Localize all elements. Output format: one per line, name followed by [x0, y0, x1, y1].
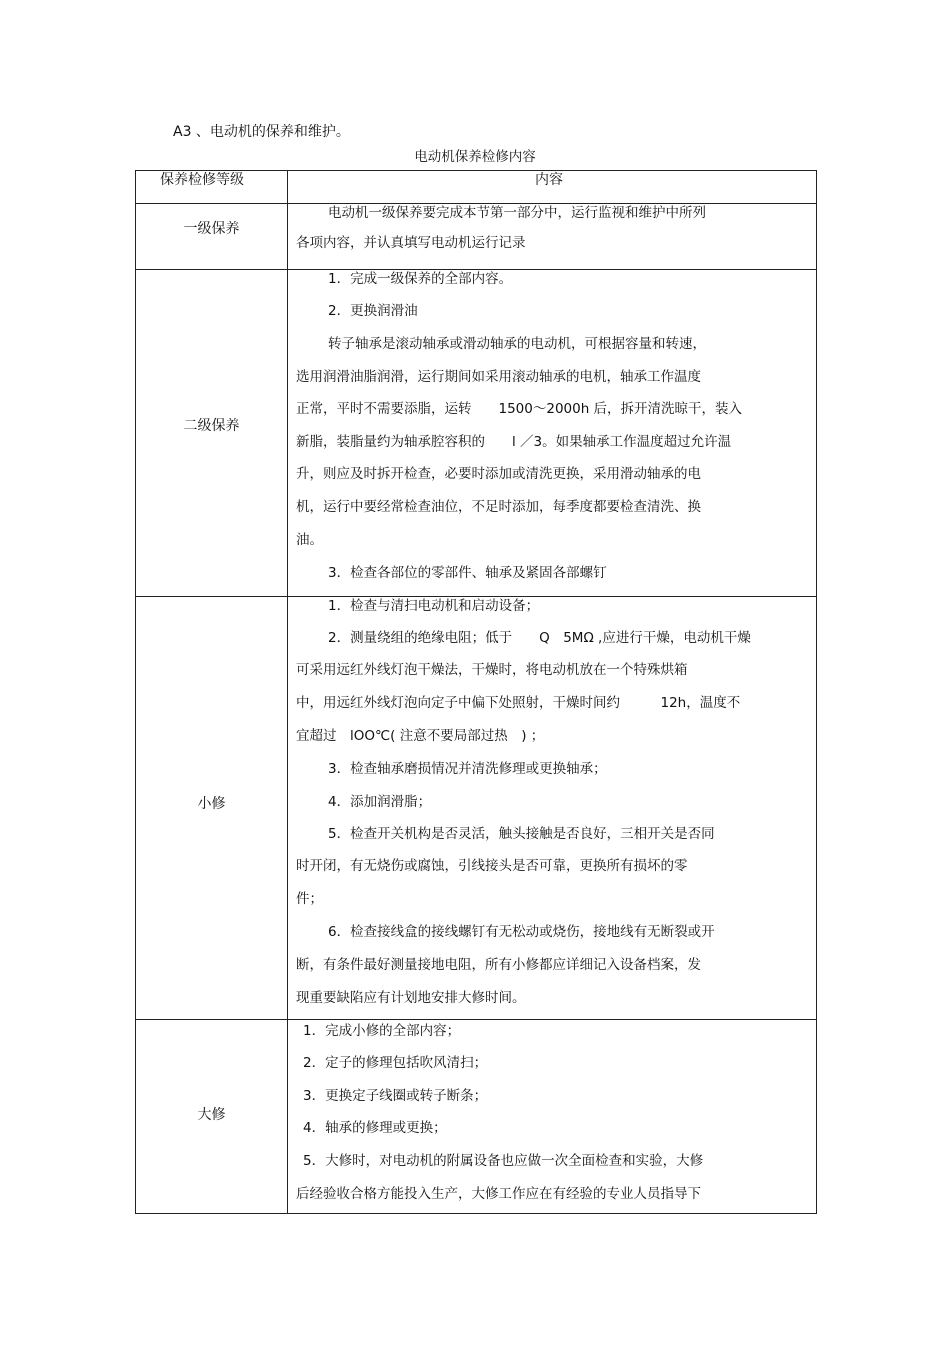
row-level-label: 小修 — [197, 796, 226, 812]
content-line: 后经验收合格方能投入生产，大修工作应在有经验的专业人员指导下 — [296, 1186, 701, 1202]
content-line: 宜超过 lOO℃( 注意不要局部过热 ) ； — [296, 728, 545, 744]
content-line: 3．检查各部位的零部件、轴承及紧固各部螺钉 — [328, 565, 607, 581]
content-line: 1．完成一级保养的全部内容。 — [328, 271, 513, 287]
maintenance-table — [135, 170, 817, 1214]
content-line: 时开闭，有无烧伤或腐蚀，引线接头是否可靠，更换所有损坏的零 — [296, 858, 688, 874]
content-line: 机，运行中要经常检查油位，不足时添加，每季度都要检查清洗、换 — [296, 499, 701, 515]
content-line: 正常，平时不需要添脂，运转 1500～2000h 后，拆开清洗晾干，装入 — [296, 401, 743, 417]
content-line: 现重要缺陷应有计划地安排大修时间。 — [296, 990, 526, 1006]
content-line: 选用润滑油脂润滑，运行期间如采用滚动轴承的电机，轴承工作温度 — [296, 369, 701, 385]
content-line: 油。 — [296, 532, 323, 548]
content-line: 5．检查开关机构是否灵活，触头接触是否良好，三相开关是否同 — [328, 826, 715, 842]
content-line: 转子轴承是滚动轴承或滑动轴承的电动机，可根据容量和转速， — [328, 336, 706, 352]
content-line: 电动机一级保养要完成本节第一部分中，运行监视和维护中所列 — [328, 205, 706, 221]
row-level-label: 二级保养 — [183, 418, 240, 434]
row-level-label: 大修 — [197, 1107, 226, 1123]
content-line: 2．测量绕组的绝缘电阻；低于 Q 5MΩ ,应进行干燥，电动机干燥 — [328, 630, 751, 646]
content-line: 4．轴承的修理或更换； — [303, 1120, 447, 1136]
content-line: 5．大修时，对电动机的附属设备也应做一次全面检查和实验，大修 — [303, 1153, 704, 1169]
table-caption: 电动机保养检修内容 — [414, 149, 536, 165]
section-heading: A3 、电动机的保养和维护。 — [173, 124, 350, 140]
content-line: 可采用远红外线灯泡干燥法，干燥时，将电动机放在一个特殊烘箱 — [296, 662, 688, 678]
content-line: 1．检查与清扫电动机和启动设备； — [328, 598, 540, 614]
row-divider — [136, 1019, 816, 1020]
content-line: 3．更换定子线圈或转子断条； — [303, 1088, 488, 1104]
content-line: 中，用远红外线灯泡向定子中偏下处照射，干燥时间约 12h，温度不 — [296, 695, 741, 711]
content-line: 6．检查接线盒的接线螺钉有无松动或烧伤，接地线有无断裂或开 — [328, 924, 715, 940]
content-line: 1．完成小修的全部内容； — [303, 1023, 461, 1039]
content-line: 升，则应及时拆开检查，必要时添加或清洗更换，采用滑动轴承的电 — [296, 466, 701, 482]
content-line: 3．检查轴承磨损情况并清洗修理或更换轴承； — [328, 761, 607, 777]
content-line: 新脂，装脂量约为轴承腔容积的 l ／3。如果轴承工作温度超过允许温 — [296, 434, 732, 450]
row-level-label: 一级保养 — [183, 221, 240, 237]
column-header-level: 保养检修等级 — [160, 172, 244, 188]
content-line: 件； — [296, 891, 323, 907]
column-divider — [287, 171, 288, 1213]
content-line: 断，有条件最好测量接地电阻，所有小修都应详细记入设备档案，发 — [296, 957, 701, 973]
content-line: 各项内容，并认真填写电动机运行记录 — [296, 235, 526, 251]
content-line: 2．更换润滑油 — [328, 303, 418, 319]
content-line: 4．添加润滑脂； — [328, 794, 432, 810]
column-header-content: 内容 — [535, 172, 563, 188]
content-line: 2．定子的修理包括吹风清扫； — [303, 1055, 488, 1071]
